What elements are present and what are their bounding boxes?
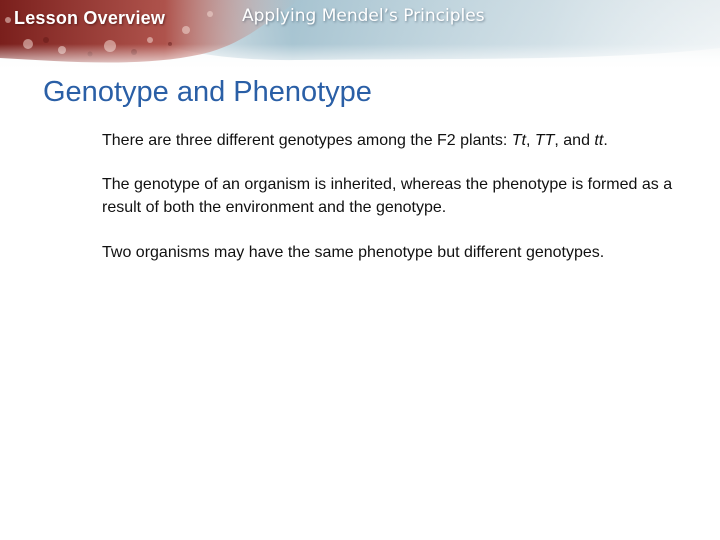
slide-body [102, 129, 702, 284]
genotype-term: tt [594, 132, 604, 149]
separator-text: , and [554, 132, 595, 149]
sentence-end: . [603, 132, 608, 149]
slide-title: Genotype and Phenotype [43, 76, 372, 108]
section-label: Lesson Overview [14, 8, 166, 28]
header-band [0, 0, 720, 72]
paragraph-text: There are three different genotypes among the F2 plants: [102, 132, 512, 149]
genotype-term: Tt [511, 132, 526, 149]
paragraph-genotypes [102, 129, 702, 152]
separator-text: , [525, 132, 535, 149]
paragraph-inheritance: The genotype of an organism is inherited, whereas the phenotype is formed as a result of both the environment and the genotype. [102, 176, 673, 216]
lesson-title: Applying Mendel’s Principles [242, 6, 485, 26]
paragraph-same-phenotype: Two organisms may have the same phenotype but different genotypes. [102, 244, 605, 261]
genotype-term: TT [534, 132, 555, 149]
